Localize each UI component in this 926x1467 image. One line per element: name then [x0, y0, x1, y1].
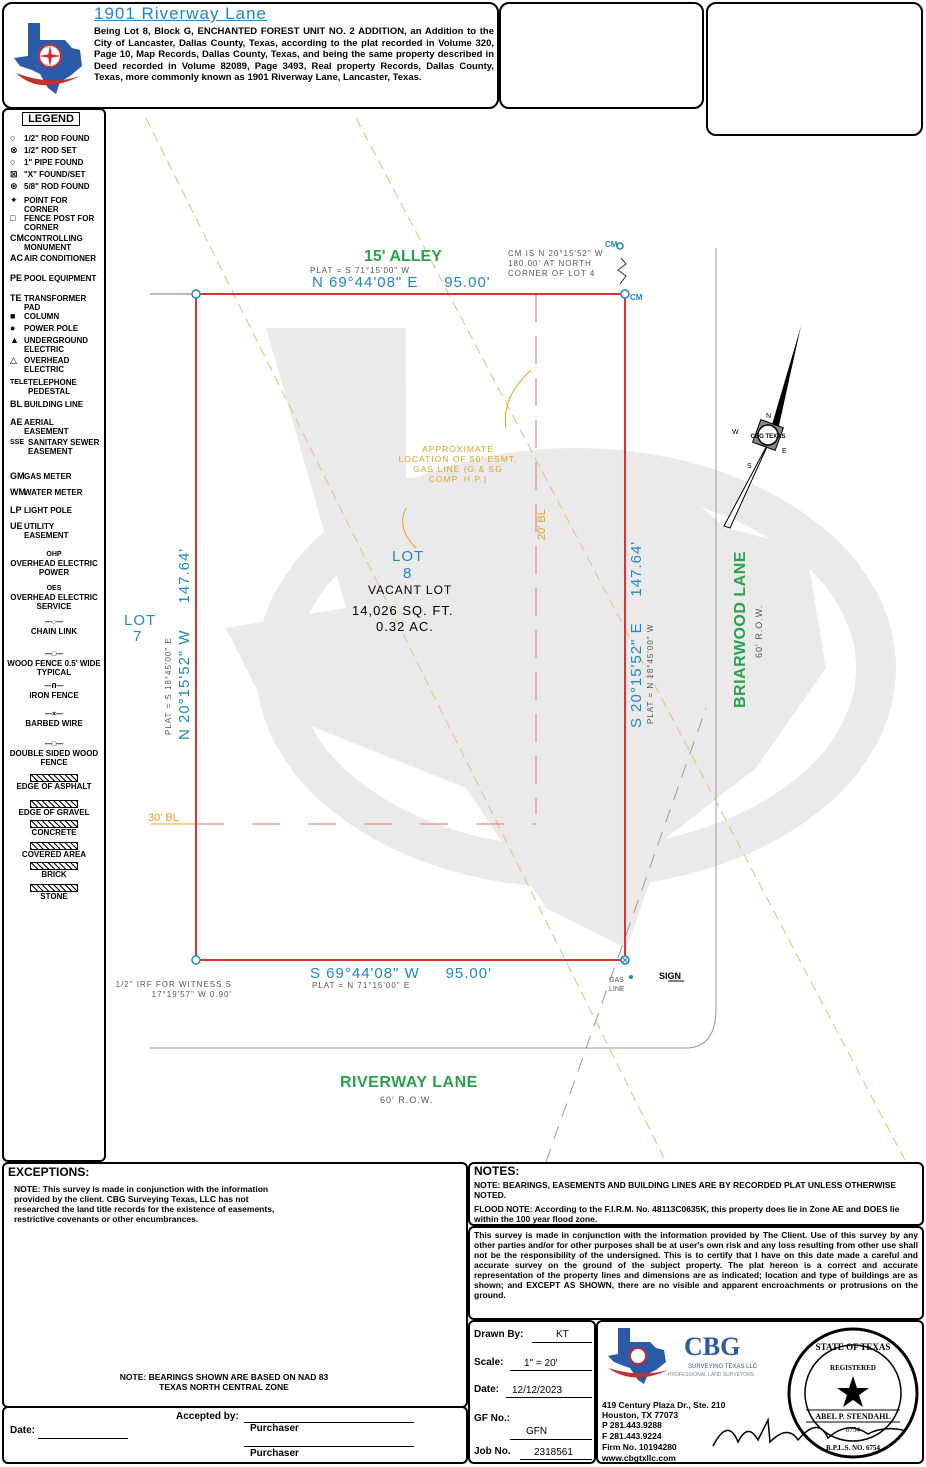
legend-label: 1/2" ROD FOUND [24, 134, 90, 143]
legend-line-label: COVERED AREA [21, 850, 87, 859]
date-label: Date: [10, 1425, 36, 1436]
legend-symbol: ▲ [10, 335, 19, 345]
accepted-by-label: Accepted by: [176, 1411, 239, 1422]
legend-symbol: △ [10, 355, 17, 365]
legend-line-label: IRON FENCE [29, 691, 79, 700]
acceptance-box [2, 1406, 468, 1464]
legend-label: 1" PIPE FOUND [24, 158, 84, 167]
legend-line-label: CONCRETE [31, 828, 77, 837]
lot-7-number: 7 [133, 628, 142, 645]
page-title: 1901 Riverway Lane [94, 4, 267, 23]
legend-line-item [6, 862, 102, 879]
exceptions-body: NOTE: This survey is made in conjunction with the information provided by the client. CBG Surveying Texas, LLC has not researched the land title records for the existence of easements, restrictive covenants or other encumbrances. [14, 1184, 275, 1224]
legend-symbol: LP [10, 505, 22, 515]
certification-box [468, 1226, 924, 1320]
texas-logo [10, 18, 90, 98]
legend-panel [2, 108, 106, 1162]
legend-symbol: ✦ [10, 195, 18, 205]
certification-text: This survey is made in conjunction with the information provided by The Client. Use of this survey by any other parties and/or for other purposes shall be at user's own risk and any loss resulting from other use shall not be the responsibility of the undersigned. This is to certify that I have on this date made a careful and accurate survey on the ground of the subject property. The plat hereon is a correct and accurate representation of the property lines and dimensions are as indicated; location and type of buildings are as shown; and EXCEPT AS SHOWN, there are no visible and apparent encroachments or protrusions on the ground. [474, 1230, 918, 1300]
exceptions-title: EXCEPTIONS: [8, 1165, 90, 1179]
sign-label: SIGN [659, 971, 682, 981]
date-field-label: Date: [474, 1384, 500, 1395]
compass-n: N [766, 413, 772, 420]
north-plat: PLAT = S 71°15'00" W [310, 266, 410, 275]
seal-number: 6754 [846, 1426, 860, 1434]
gf-label: GF No.: [474, 1413, 511, 1424]
legend-item [10, 472, 98, 481]
legend-line-label: BRICK [41, 870, 67, 879]
legend-line-item [6, 800, 102, 817]
legend-symbol: TE [10, 293, 22, 303]
legend-symbol: TELE [10, 379, 28, 386]
lot-sqft: 14,026 SQ. FT. [352, 603, 454, 618]
legend-symbol: AC [10, 253, 23, 263]
corner-sw [192, 956, 200, 964]
company-sub: SURVEYING TEXAS LLC [688, 1364, 758, 1370]
legend-label: POOL EQUIPMENT [24, 274, 97, 283]
lot-number: 8 [403, 565, 412, 582]
lot-7-label: LOT [124, 612, 157, 629]
lot-label: LOT [392, 548, 425, 565]
legend-line-item [6, 774, 102, 791]
legend-line-label: EDGE OF ASPHALT [16, 782, 92, 791]
legend-line-symbol [30, 820, 78, 828]
legend-item [10, 438, 102, 456]
cm-note: CM IS N 20°15'52" W 180.00' AT NORTH CORNER OF LOT 4 [508, 249, 604, 278]
job-label: Job No. [474, 1446, 511, 1457]
exceptions-box [2, 1162, 468, 1408]
legend-symbol: UE [10, 521, 23, 531]
east-plat: PLAT = N 18°45'00" W [646, 623, 655, 724]
legend-item [10, 254, 98, 263]
company-box [596, 1320, 924, 1464]
briarwood-row: 60' R.O.W. [754, 604, 764, 658]
legend-item [10, 214, 98, 232]
legend-line-symbol: —Ո— [44, 683, 64, 690]
drawn-by-label: Drawn By: [474, 1329, 524, 1340]
legend-label: UTILITY EASEMENT [24, 522, 69, 540]
seal-top: STATE OF TEXAS [815, 1342, 891, 1352]
briarwood-lane-label: BRIARWOOD LANE [732, 551, 749, 708]
legend-line-label: OVERHEAD ELECTRIC POWER [10, 559, 98, 577]
legend-symbol: BL [10, 399, 22, 409]
corner-nw [192, 290, 200, 298]
legend-line-item [6, 584, 102, 611]
scale-value: 1" = 20' [524, 1358, 558, 1369]
legend-symbol: ⊗ [10, 145, 18, 155]
legend-line-item [6, 710, 102, 728]
legend-line-item [6, 650, 102, 677]
legend-item [10, 378, 102, 396]
lot-acres: 0.32 AC. [376, 619, 434, 634]
legend-label: UNDERGROUND ELECTRIC [24, 336, 88, 354]
riverway-lane-label: RIVERWAY LANE [340, 1074, 478, 1091]
company-firm: Firm No. 10194280 [602, 1442, 677, 1452]
legend-line-label: EDGE OF GRAVEL [18, 808, 90, 817]
legend-label: SANITARY SEWER EASEMENT [28, 438, 100, 456]
legend-symbol: ⊛ [10, 181, 18, 191]
north-bearing: N 69°44'08" E 95.00' [312, 274, 491, 291]
legend-line-symbol: OHP [46, 551, 62, 558]
compass-e: E [782, 448, 787, 455]
legend-item [10, 324, 98, 333]
compass-center-label: CBG TEXAS [750, 434, 786, 440]
legend-line-label: WOOD FENCE 0.5' WIDE TYPICAL [7, 659, 101, 677]
bl-30: 30' BL [148, 812, 179, 824]
company-logo [604, 1326, 674, 1386]
legend-item [10, 506, 98, 515]
notes-line1: NOTE: BEARINGS, EASEMENTS AND BUILDING LINES ARE BY RECORDED PLAT UNLESS OTHERWISE NOTED. [474, 1180, 897, 1200]
scale-label: Scale: [474, 1357, 504, 1368]
legend-label: "X" FOUND/SET [24, 170, 86, 179]
header-blank-box-1 [499, 2, 704, 109]
legend-label: TRANSFORMER PAD [24, 294, 87, 312]
legend-label: LIGHT POLE [24, 506, 72, 515]
legend-line-label: OVERHEAD ELECTRIC SERVICE [10, 593, 98, 611]
legend-label: TELEPHONE PEDESTAL [28, 378, 77, 396]
west-bearing: N 20°15'52" W 147.64' [176, 547, 193, 740]
cm-label-1: CM [605, 240, 618, 249]
legend-line-label: STONE [40, 892, 68, 901]
company-address-2: Houston, TX 77073 [602, 1410, 679, 1420]
legend-item [10, 488, 98, 497]
notes-box [468, 1162, 924, 1226]
witness-note: 1/2" IRF FOR WITNESS S 17°19'57" W 0.90' [115, 980, 232, 999]
legend-label: AERIAL EASEMENT [24, 418, 69, 436]
corner-ne [621, 290, 629, 298]
legend-label: POWER POLE [24, 324, 79, 333]
legend-line-label: BARBED WIRE [25, 719, 83, 728]
legend-line-symbol [30, 842, 78, 850]
legend-symbol: ● [10, 323, 16, 333]
easement-note: APPROXIMATE LOCATION OF 50' ESMT. GAS LINE (G & SG COMP. H.P.) [398, 444, 518, 484]
header-box [2, 2, 499, 109]
legend-line-label: DOUBLE SIDED WOOD FENCE [9, 749, 99, 767]
legend-label: 1/2" ROD SET [24, 146, 77, 155]
gf-value: GFN [526, 1426, 548, 1437]
legend-line-item [6, 618, 102, 636]
legend-line-symbol [30, 774, 78, 782]
company-website: www.cbgtxllc.com [602, 1453, 676, 1463]
legend-label: WATER METER [24, 488, 83, 497]
legend-label: BUILDING LINE [24, 400, 84, 409]
riverway-row: 60' R.O.W. [380, 1095, 434, 1105]
legend-line-item [6, 740, 102, 767]
legend-line-symbol: —×— [44, 711, 64, 718]
legend-symbol: ⊠ [10, 169, 18, 179]
legend-item [10, 418, 98, 436]
legend-item [10, 146, 98, 155]
lot-status: VACANT LOT [368, 583, 453, 597]
signature [708, 1412, 908, 1452]
legend-label: COLUMN [24, 312, 60, 321]
south-plat: PLAT = N 71°15'00" E [312, 981, 411, 990]
legend-label: GAS METER [24, 472, 72, 481]
legend-symbol: □ [10, 213, 16, 223]
legend-label: AIR CONDITIONER [24, 254, 96, 263]
seal-bottom: R.P.L.S. NO. 6754 [825, 1444, 881, 1452]
company-tag: PROFESSIONAL LAND SURVEYORS [668, 1372, 755, 1378]
legend-line-symbol [30, 800, 78, 808]
legend-symbol: SSE [10, 439, 25, 446]
notes-title: NOTES: [474, 1164, 520, 1178]
legend-item [10, 312, 98, 321]
legend-item [10, 182, 98, 191]
bearing-basis-note: NOTE: BEARINGS SHOWN ARE BASED ON NAD 83 TEXAS NORTH CENTRAL ZONE [119, 1372, 329, 1392]
legend-title: LEGEND [22, 112, 80, 126]
legend-symbol: ○ [10, 157, 16, 167]
legend-line-symbol: —□— [44, 741, 64, 748]
legend-symbol: AE [10, 417, 23, 427]
legend-label: 5/8" ROD FOUND [24, 182, 90, 191]
legend-line-symbol [30, 862, 78, 870]
legend-item [10, 356, 98, 374]
company-fax: F 281.443.9224 [602, 1431, 662, 1441]
legend-line-label: CHAIN LINK [30, 627, 78, 636]
legend-item [10, 158, 98, 167]
legend-line-symbol: —□— [44, 651, 64, 658]
date-value: 12/12/2023 [512, 1385, 563, 1396]
seal-registered: REGISTERED [830, 1364, 876, 1372]
company-name: CBG [684, 1332, 741, 1361]
west-plat: PLAT = S 18°45'00" E [164, 637, 173, 735]
legend-line-item [6, 550, 102, 577]
legend-line-symbol: OES [46, 585, 62, 592]
legend-symbol: WM [10, 487, 26, 497]
legend-line-item [6, 820, 102, 837]
compass-w: W [732, 429, 739, 436]
legend-item [10, 336, 98, 354]
legend-item [10, 294, 98, 312]
compass-s: S [747, 463, 752, 470]
gas-line-label: GAS LINE [609, 977, 625, 993]
legend-symbol: GM [10, 471, 25, 481]
legend-line-symbol: —○— [44, 619, 64, 626]
legend-line-symbol [30, 884, 78, 892]
alley-label: 15' ALLEY [364, 248, 442, 265]
legend-line-item [6, 682, 102, 700]
legend-item [10, 234, 98, 252]
flood-note: FLOOD NOTE: According to the F.I.R.M. No. 48113C0635K, this property does lie in Zone AE and DOES lie within the 100 year flood zone. [474, 1204, 900, 1224]
legend-item [10, 196, 98, 214]
legend-item [10, 170, 98, 179]
seal-name: ABEL P. STENDAHL [815, 1412, 891, 1421]
legend-symbol: ■ [10, 311, 16, 321]
legend-line-item [6, 842, 102, 859]
company-address-1: 419 Century Plaza Dr., Ste. 210 [602, 1400, 726, 1410]
legend-label: POINT FOR CORNER [24, 196, 68, 214]
legend-item [10, 400, 98, 409]
east-bearing: S 20°15'52" E 147.64' [628, 540, 645, 728]
job-value: 2318561 [534, 1447, 573, 1458]
legal-description: Being Lot 8, Block G, ENCHANTED FOREST UNIT NO. 2 ADDITION, an Addition to the City of Lancaster, Dallas County, Texas, according to the plat recorded in Volume 320, Page 10, Map Records, Dallas County, Texas, and being the same property described in Deed recorded in Volume 82089, Page 3493, Real property Records, Dallas County, Texas, more commonly known as 1901 Riverway Lane, Lancaster, Texas. [94, 26, 494, 83]
drawn-by-value: KT [556, 1329, 569, 1340]
legend-label: OVERHEAD ELECTRIC [24, 356, 70, 374]
legend-label: CONTROLLING MONUMENT [24, 234, 83, 252]
drawing-info-box [468, 1320, 596, 1464]
company-phone: P 281.443.9288 [602, 1420, 662, 1430]
cm-label-2: CM [630, 293, 643, 302]
legend-item [10, 134, 98, 143]
legend-symbol: CM [10, 233, 24, 243]
bl-20: 20' BL [536, 509, 548, 540]
legend-symbol: ○ [10, 133, 16, 143]
purchaser-1: Purchaser [250, 1423, 299, 1434]
legend-item [10, 274, 98, 283]
legend-symbol: PE [10, 273, 23, 283]
legend-item [10, 522, 98, 540]
legend-label: FENCE POST FOR CORNER [24, 214, 95, 232]
legend-line-item [6, 884, 102, 901]
south-bearing: S 69°44'08" W 95.00' [310, 965, 492, 982]
purchaser-2: Purchaser [250, 1448, 299, 1459]
